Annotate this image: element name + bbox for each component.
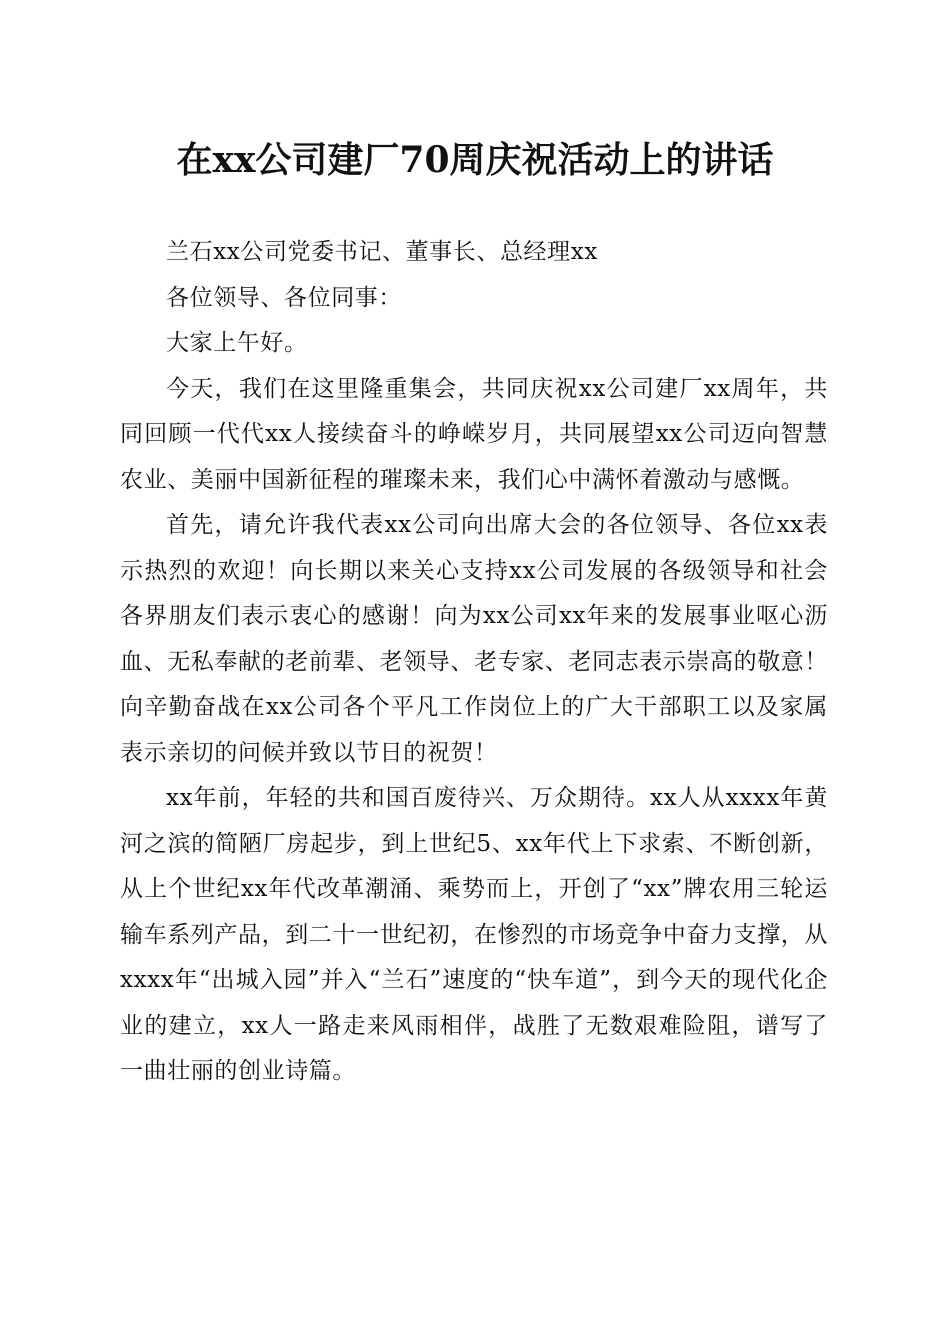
paragraph-thanks: 首先，请允许我代表xx公司向出席大会的各位领导、各位xx表示热烈的欢迎！向长期以来关心支持xx公司发展的各级领导和社会各界朋友们表示衷心的感谢！向为xx公司xx年来的发展事业呕心沥血、无私奉献的老前辈、老领导、老专家、老同志表示崇高的敬意！向辛勤奋战在xx公司各个平凡工作岗位上的广大干部职工以及家属表示亲切的问候并致以节日的祝贺！	[120, 512, 828, 766]
document-body	[120, 230, 828, 1095]
document-title: 在xx公司建厂70周庆祝活动上的讲话	[176, 139, 774, 181]
greeting: 大家上午好。	[166, 330, 308, 356]
salutation: 各位领导、各位同事：	[166, 284, 402, 311]
paragraph-opening: 今天，我们在这里隆重集会，共同庆祝xx公司建厂xx周年，共同回顾一代代xx人接续奋斗的峥嵘岁月，共同展望xx公司迈向智慧农业、美丽中国新征程的璀璨未来，我们心中满怀着激动与感慨。	[120, 375, 828, 493]
speaker-line: 兰石xx公司党委书记、董事长、总经理xx	[166, 239, 598, 265]
paragraph-history: xx年前，年轻的共和国百废待兴、万众期待。xx人从xxxx年黄河之滨的简陋厂房起步，到上世纪5、xx年代上下求索、不断创新，从上个世纪xx年代改革潮涌、乘势而上，开创了“xx”牌农用三轮运输车系列产品，到二十一世纪初，在惨烈的市场竞争中奋力支撑，从xxxx年“出城入园”并入“兰石”速度的“快车道”，到今天的现代化企业的建立，xx人一路走来风雨相伴，战胜了无数艰难险阻，谱写了一曲壮丽的创业诗篇。	[120, 785, 828, 1084]
